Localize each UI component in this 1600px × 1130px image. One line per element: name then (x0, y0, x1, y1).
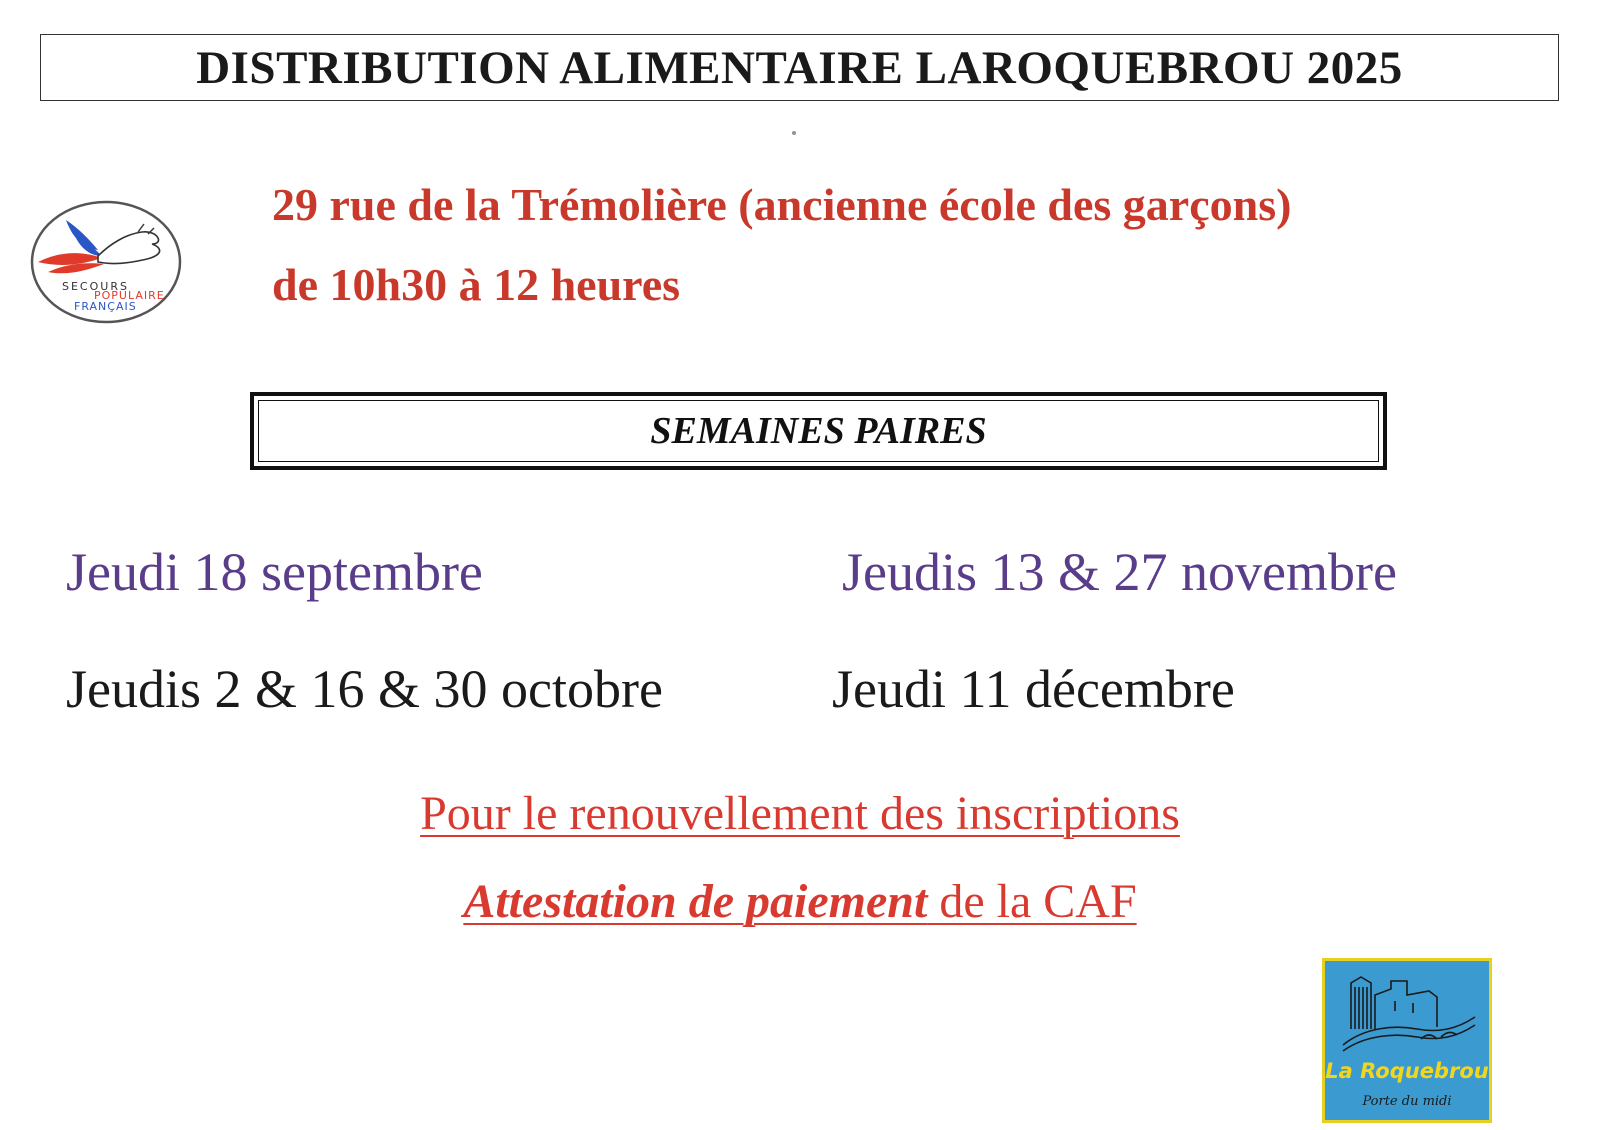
town-tagline: Porte du midi (1362, 1094, 1452, 1109)
weeks-box (250, 392, 1387, 470)
page-title: DISTRIBUTION ALIMENTAIRE LAROQUEBROU 2025 (196, 41, 1403, 94)
renewal-note (0, 786, 1600, 841)
date-december: Jeudi 11 décembre (832, 659, 1235, 719)
secours-populaire-logo (28, 198, 184, 330)
attestation-rest: de la CAF (927, 875, 1137, 928)
logo-text-populaire: POPULAIRE (94, 289, 165, 302)
logo-text-secours: SECOURS (62, 280, 129, 293)
attestation-note (0, 874, 1600, 929)
castle-bridge-icon (1325, 961, 1489, 1061)
date-september: Jeudi 18 septembre (66, 542, 483, 602)
weeks-label: SEMAINES PAIRES (650, 410, 987, 452)
town-name: La Roquebrou (1325, 1059, 1489, 1083)
address-line: 29 rue de la Trémolière (ancienne école des garçons) (272, 179, 1292, 230)
renewal-text: Pour le renouvellement des inscriptions (420, 787, 1180, 840)
date-october: Jeudis 2 & 16 & 30 octobre (66, 659, 663, 719)
title-box (40, 34, 1559, 101)
logo-text-francais: FRANÇAIS (74, 300, 137, 313)
date-november: Jeudis 13 & 27 novembre (842, 542, 1397, 602)
laroquebrou-logo (1322, 958, 1492, 1123)
weeks-inner (258, 400, 1379, 462)
hours-line: de 10h30 à 12 heures (272, 259, 681, 310)
attestation-bold: Attestation de paiement (463, 875, 928, 928)
scan-dot (792, 131, 796, 135)
